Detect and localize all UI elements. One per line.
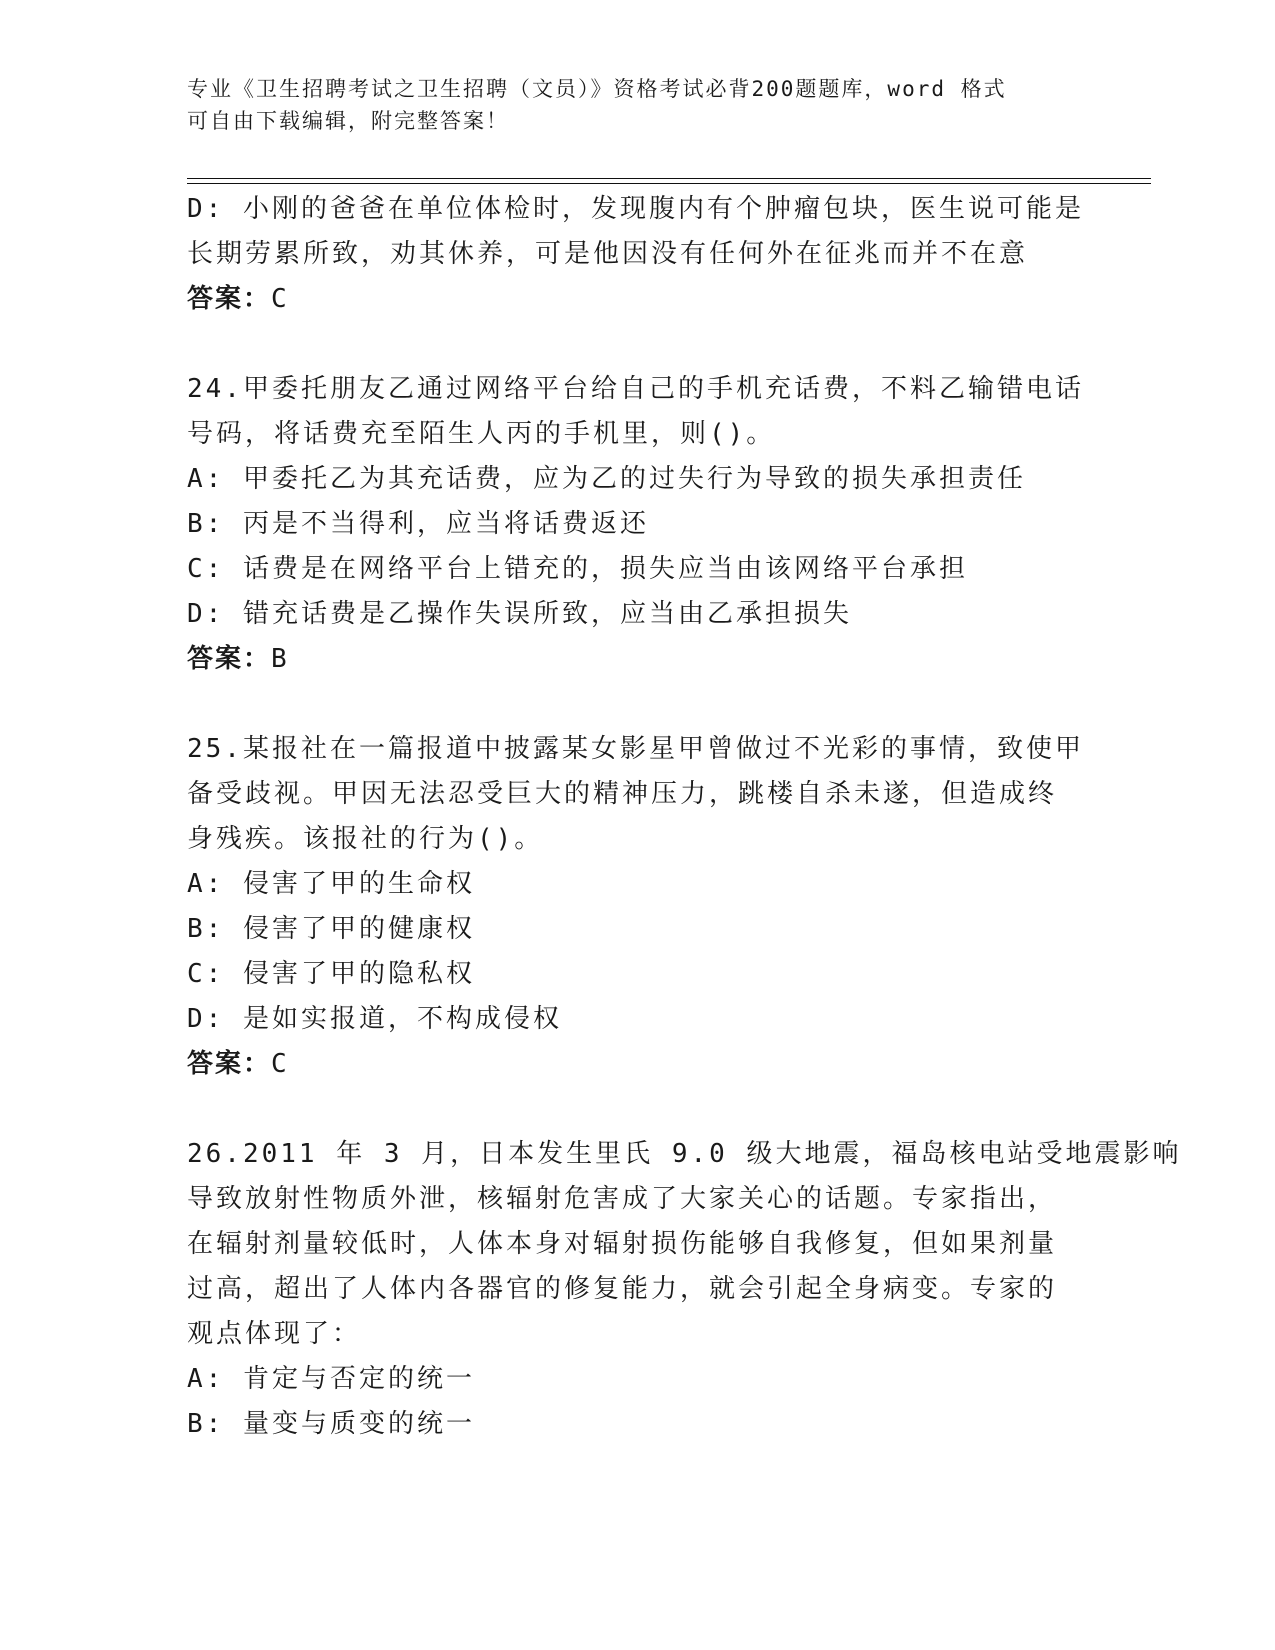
question-26-stem-line-1: 26.2011 年 3 月，日本发生里氏 9.0 级大地震，福岛核电站受地震影响 [187,1139,1182,1169]
question-25-option-b: B: 侵害了甲的健康权 [187,914,475,944]
question-25-answer [187,1042,1087,1087]
question-24-stem-line-1: 24.甲委托朋友乙通过网络平台给自己的手机充话费，不料乙输错电话 [187,374,1084,404]
question-26-option-a: A: 肯定与否定的统一 [187,1364,475,1394]
document-header [187,73,1087,137]
question-spacer [187,322,1087,367]
question-24-option-a: A: 甲委托乙为其充话费，应为乙的过失行为导致的损失承担责任 [187,464,1026,494]
question-23-option-d-line-2: 长期劳累所致，劝其休养，可是他因没有任何外在征兆而并不在意 [187,239,1029,269]
question-24-option-d: D: 错充话费是乙操作失误所致，应当由乙承担损失 [187,599,852,629]
header-title-line-2: 可自由下载编辑，附完整答案！ [187,109,509,133]
answer-value: C [271,284,289,314]
question-26-stem-line-5: 观点体现了： [187,1319,362,1349]
question-25-option-a: A: 侵害了甲的生命权 [187,869,475,899]
question-25-option-d: D: 是如实报道，不构成侵权 [187,1004,562,1034]
question-spacer [187,682,1087,727]
question-23-tail [187,187,1087,322]
question-23-answer [187,277,1087,322]
question-spacer [187,1087,1087,1132]
answer-label: 答案： [187,284,272,314]
question-25-stem-line-1: 25.某报社在一篇报道中披露某女影星甲曾做过不光彩的事情，致使甲 [187,734,1084,764]
question-26-stem-line-4: 过高，超出了人体内各器官的修复能力，就会引起全身病变。专家的 [187,1274,1058,1304]
answer-value: C [271,1049,289,1079]
question-25 [187,727,1087,1087]
question-25-stem-line-2: 备受歧视。甲因无法忍受巨大的精神压力，跳楼自杀未遂，但造成终 [187,779,1058,809]
question-24-option-b: B: 丙是不当得利，应当将话费返还 [187,509,649,539]
question-23-option-d-line-1: D: 小刚的爸爸在单位体检时，发现腹内有个肿瘤包块，医生说可能是 [187,194,1084,224]
question-26-stem-line-2: 导致放射性物质外泄，核辐射危害成了大家关心的话题。专家指出， [187,1184,1058,1214]
question-26 [187,1132,1182,1447]
question-24-option-c: C: 话费是在网络平台上错充的，损失应当由该网络平台承担 [187,554,968,584]
question-26-option-b: B: 量变与质变的统一 [187,1409,475,1439]
answer-label: 答案： [187,644,272,674]
question-24-answer [187,637,1087,682]
question-26-stem-line-3: 在辐射剂量较低时，人体本身对辐射损伤能够自我修复，但如果剂量 [187,1229,1058,1259]
header-divider-top [187,178,1151,179]
answer-label: 答案： [187,1049,272,1079]
answer-value: B [271,644,289,674]
question-list [187,187,1182,1447]
question-24-stem-line-2: 号码，将话费充至陌生人丙的手机里，则()。 [187,419,776,449]
question-24 [187,367,1087,682]
question-25-stem-line-3: 身残疾。该报社的行为()。 [187,824,544,854]
header-divider-bottom [187,183,1151,184]
header-title-line-1: 专业《卫生招聘考试之卫生招聘（文员）》资格考试必背200题题库，word 格式 [187,77,1007,101]
question-25-option-c: C: 侵害了甲的隐私权 [187,959,475,989]
